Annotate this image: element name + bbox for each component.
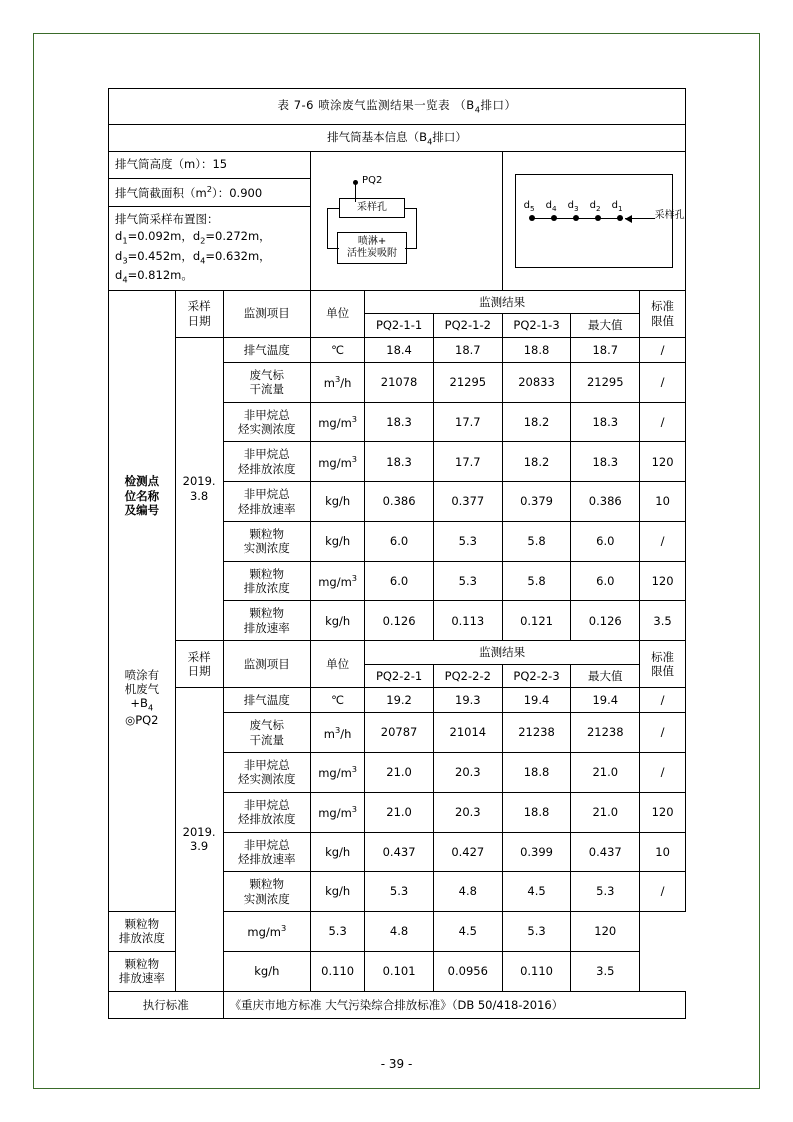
execution-standard-label: 执行标准 xyxy=(109,991,224,1018)
result-limit: / xyxy=(640,753,686,793)
header-unit-1: 单位 xyxy=(311,290,365,337)
result-2: 17.7 xyxy=(433,402,502,442)
header-results-2: 监测结果 xyxy=(365,641,640,664)
result-2: 21295 xyxy=(433,362,502,402)
result-1: 20787 xyxy=(365,713,434,753)
unit-value: ℃ xyxy=(311,687,365,712)
result-3: 0.399 xyxy=(502,832,571,872)
result-limit: / xyxy=(640,713,686,753)
result-max: 5.3 xyxy=(502,912,571,952)
section-arrow-head xyxy=(625,215,632,223)
result-limit: 120 xyxy=(640,442,686,482)
section-label-d4: $d_4$ xyxy=(545,200,557,214)
diagram-line-v-2 xyxy=(327,208,328,248)
item-label: 颗粒物 排放速率 xyxy=(223,601,310,641)
result-2: 17.7 xyxy=(433,442,502,482)
equipment-line-1: 喷淋+ xyxy=(357,236,387,248)
result-limit: / xyxy=(640,872,686,912)
table-title-row xyxy=(109,89,686,125)
section-dot-d2 xyxy=(595,215,601,221)
result-1: 0.386 xyxy=(365,482,434,522)
result-1: 0.110 xyxy=(311,951,365,991)
sampling-layout-info xyxy=(109,207,310,290)
header-col-pq2-2-1: PQ2-2-1 xyxy=(365,664,434,687)
item-label: 非甲烷总 烃实测浓度 xyxy=(223,753,310,793)
result-max: 0.126 xyxy=(571,601,640,641)
header-col-pq2-1-3: PQ2-1-3 xyxy=(502,314,571,337)
result-2: 20.3 xyxy=(433,792,502,832)
result-3: 18.8 xyxy=(502,792,571,832)
unit-value: $mg/m^3$ xyxy=(311,402,365,442)
header-limit-2: 标准 限值 xyxy=(640,641,686,688)
item-label: 非甲烷总 烃排放浓度 xyxy=(223,442,310,482)
result-limit: 10 xyxy=(640,482,686,522)
result-2: 20.3 xyxy=(433,753,502,793)
header-col-pq2-2-2: PQ2-2-2 xyxy=(433,664,502,687)
result-max: 21.0 xyxy=(571,792,640,832)
unit-value: kg/h xyxy=(311,601,365,641)
unit-value: $mg/m^3$ xyxy=(223,912,310,952)
section-frame xyxy=(515,174,673,268)
diagram-line-v-3 xyxy=(416,208,417,248)
result-2: 0.377 xyxy=(433,482,502,522)
result-1: 5.3 xyxy=(311,912,365,952)
result-max: 18.7 xyxy=(571,337,640,362)
result-max: 18.3 xyxy=(571,442,640,482)
section-dot-d3 xyxy=(573,215,579,221)
result-2: 4.8 xyxy=(433,872,502,912)
result-1: 21078 xyxy=(365,362,434,402)
result-2: 19.3 xyxy=(433,687,502,712)
emission-results-table xyxy=(108,88,686,1019)
unit-value: $mg/m^3$ xyxy=(311,442,365,482)
execution-standard-value: 《重庆市地方标准 大气污染综合排放标准》（DB 50/418-2016） xyxy=(223,991,685,1018)
result-1: 6.0 xyxy=(365,521,434,561)
result-max: 0.386 xyxy=(571,482,640,522)
result-3: 4.5 xyxy=(502,872,571,912)
item-label: 颗粒物 排放速率 xyxy=(109,951,176,991)
unit-value: ℃ xyxy=(311,337,365,362)
result-limit: / xyxy=(640,687,686,712)
header-results-1: 监测结果 xyxy=(365,290,640,313)
section-sampling-hole-label: 采样孔 xyxy=(654,210,685,222)
stack-info-cell xyxy=(109,152,311,291)
item-label: 颗粒物 实测浓度 xyxy=(223,872,310,912)
sampling-point-1: $d_1=0.092m$，$d_2=0.272m$， xyxy=(115,229,271,246)
result-3: 18.2 xyxy=(502,442,571,482)
header-col-pq2-1-1: PQ2-1-1 xyxy=(365,314,434,337)
result-3: 18.8 xyxy=(502,753,571,793)
header-limit-1: 标准 限值 xyxy=(640,290,686,337)
result-max: 6.0 xyxy=(571,561,640,601)
result-2: 4.8 xyxy=(365,912,434,952)
treatment-equipment-box xyxy=(337,232,407,264)
header-max-2: 最大值 xyxy=(571,664,640,687)
item-label: 颗粒物 排放浓度 xyxy=(109,912,176,952)
block2-date: 2019. 3.9 xyxy=(175,687,223,991)
item-label: 排气温度 xyxy=(223,337,310,362)
result-2: 5.3 xyxy=(433,561,502,601)
stack-diagram-section xyxy=(502,152,685,291)
result-1: 0.126 xyxy=(365,601,434,641)
result-1: 18.4 xyxy=(365,337,434,362)
unit-value: $mg/m^3$ xyxy=(311,561,365,601)
item-label: 废气标 干流量 xyxy=(223,362,310,402)
unit-value: kg/h xyxy=(311,521,365,561)
result-2: 18.7 xyxy=(433,337,502,362)
result-1: 21.0 xyxy=(365,753,434,793)
sampling-point-3: $d_4=0.812m$。 xyxy=(115,267,193,284)
sampling-hole-box: 采样孔 xyxy=(339,198,405,218)
unit-value: $mg/m^3$ xyxy=(311,792,365,832)
result-3: 18.2 xyxy=(502,402,571,442)
section-label-d3: $d_3$ xyxy=(567,200,579,214)
result-max: 6.0 xyxy=(571,521,640,561)
result-max: 21.0 xyxy=(571,753,640,793)
result-limit: / xyxy=(640,402,686,442)
stack-info-header: 排气筒基本信息（$B_4$排口） xyxy=(109,124,686,152)
result-2: 0.113 xyxy=(433,601,502,641)
stack-diagram-side xyxy=(311,152,503,291)
item-label: 非甲烷总 烃排放速率 xyxy=(223,482,310,522)
section-label-d1: $d_1$ xyxy=(611,200,623,214)
result-limit: / xyxy=(640,337,686,362)
point-name-cell: 检测点 位名称 及编号 喷涂有 机废气 $+B_4$ ◎PQ2 xyxy=(109,290,176,911)
result-limit: / xyxy=(640,521,686,561)
unit-value: kg/h xyxy=(311,482,365,522)
diagram-line-h-4 xyxy=(405,248,417,249)
unit-value: kg/h xyxy=(223,951,310,991)
header-sampling-date-2: 采样 日期 xyxy=(175,641,223,688)
header-sampling-date-1: 采样 日期 xyxy=(175,290,223,337)
result-limit: / xyxy=(640,362,686,402)
diagram-side-view xyxy=(315,166,498,276)
result-limit: 120 xyxy=(571,912,640,952)
result-max: 5.3 xyxy=(571,872,640,912)
stack-height: 排气筒高度（m）：15 xyxy=(109,152,310,178)
table-container xyxy=(108,88,686,1019)
header-col-pq2-1-2: PQ2-1-2 xyxy=(433,314,502,337)
equipment-line-2: 活性炭吸附 xyxy=(347,248,398,260)
item-label: 颗粒物 实测浓度 xyxy=(223,521,310,561)
result-3: 21238 xyxy=(502,713,571,753)
result-max: 18.3 xyxy=(571,402,640,442)
result-2: 0.101 xyxy=(365,951,434,991)
unit-value: $m^3/h$ xyxy=(311,362,365,402)
sampling-point-2: $d_3=0.452m$，$d_4=0.632m$， xyxy=(115,248,271,265)
result-3: 0.121 xyxy=(502,601,571,641)
result-3: 5.8 xyxy=(502,521,571,561)
result-3: 20833 xyxy=(502,362,571,402)
result-1: 18.3 xyxy=(365,442,434,482)
result-3: 0.379 xyxy=(502,482,571,522)
unit-value: $m^3/h$ xyxy=(311,713,365,753)
header-monitor-item-2: 监测项目 xyxy=(223,641,310,688)
result-1: 6.0 xyxy=(365,561,434,601)
item-label: 排气温度 xyxy=(223,687,310,712)
header-monitor-item-1: 监测项目 xyxy=(223,290,310,337)
stack-area: 排气筒截面积$(m^2)$：0.900 xyxy=(109,179,310,207)
item-label: 非甲烷总 烃排放浓度 xyxy=(223,792,310,832)
result-max: 19.4 xyxy=(571,687,640,712)
result-1: 19.2 xyxy=(365,687,434,712)
result-1: 21.0 xyxy=(365,792,434,832)
block1-date: 2019. 3.8 xyxy=(175,337,223,641)
result-2: 21014 xyxy=(433,713,502,753)
section-label-d5: $d_5$ xyxy=(523,200,535,214)
result-limit: 120 xyxy=(640,561,686,601)
block2-header-row-1 xyxy=(109,641,686,664)
section-dot-d1 xyxy=(617,215,623,221)
item-label: 非甲烷总 烃排放速率 xyxy=(223,832,310,872)
result-1: 18.3 xyxy=(365,402,434,442)
stack-info-row xyxy=(109,152,686,291)
result-limit: 3.5 xyxy=(571,951,640,991)
result-1: 5.3 xyxy=(365,872,434,912)
result-3: 18.8 xyxy=(502,337,571,362)
result-3: 4.5 xyxy=(433,912,502,952)
header-max-1: 最大值 xyxy=(571,314,640,337)
result-2: 0.427 xyxy=(433,832,502,872)
block1-header-row-1 xyxy=(109,290,686,313)
table-row xyxy=(109,687,686,712)
result-3: 19.4 xyxy=(502,687,571,712)
page-number: - 39 - xyxy=(380,1057,413,1071)
result-3: 0.0956 xyxy=(433,951,502,991)
diagram-cross-section xyxy=(507,166,685,276)
result-1: 0.437 xyxy=(365,832,434,872)
diagram-line-h-3 xyxy=(327,248,339,249)
result-max: 21238 xyxy=(571,713,640,753)
result-limit: 3.5 xyxy=(640,601,686,641)
section-dot-d4 xyxy=(551,215,557,221)
footer-row xyxy=(109,991,686,1018)
diagram-line-h-1 xyxy=(327,208,339,209)
section-label-d2: $d_2$ xyxy=(589,200,601,214)
unit-value: kg/h xyxy=(311,872,365,912)
result-max: 0.110 xyxy=(502,951,571,991)
result-3: 5.8 xyxy=(502,561,571,601)
stack-info-header-row xyxy=(109,124,686,152)
section-dot-d5 xyxy=(529,215,535,221)
sampling-layout-label: 排气筒采样布置图： xyxy=(115,211,219,226)
result-max: 0.437 xyxy=(571,832,640,872)
header-unit-2: 单位 xyxy=(311,641,365,688)
result-max: 21295 xyxy=(571,362,640,402)
unit-value: kg/h xyxy=(311,832,365,872)
pq2-point-label: PQ2 xyxy=(362,175,383,187)
result-limit: 120 xyxy=(640,792,686,832)
result-limit: 10 xyxy=(640,832,686,872)
item-label: 颗粒物 排放浓度 xyxy=(223,561,310,601)
item-label: 废气标 干流量 xyxy=(223,713,310,753)
item-label: 非甲烷总 烃实测浓度 xyxy=(223,402,310,442)
header-col-pq2-2-3: PQ2-2-3 xyxy=(502,664,571,687)
unit-value: $mg/m^3$ xyxy=(311,753,365,793)
result-2: 5.3 xyxy=(433,521,502,561)
table-row xyxy=(109,337,686,362)
page-title: 表 7-6 喷涂废气监测结果一览表 （$B_4$排口） xyxy=(109,89,686,125)
